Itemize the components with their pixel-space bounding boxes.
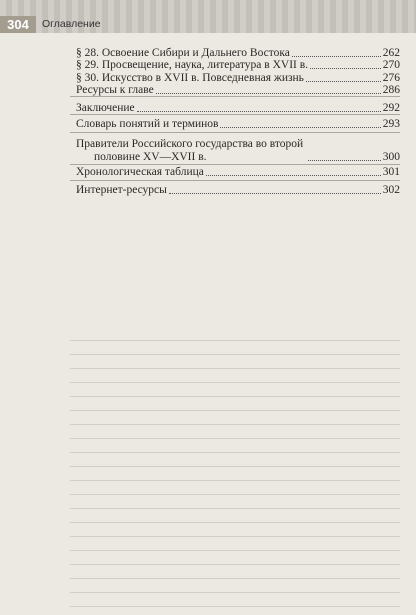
toc-entry-label-cont: половине XV—XVII в. (94, 151, 207, 163)
toc-entry-internet[interactable] (76, 184, 400, 197)
divider (70, 96, 400, 97)
toc-entry-rulers[interactable] (76, 138, 400, 164)
toc-entry-page: 302 (382, 184, 400, 196)
toc-entry-page: 300 (382, 151, 400, 163)
section-title: Оглавление (42, 18, 101, 30)
toc-entry-chronology[interactable] (76, 166, 400, 179)
leader-dots (220, 127, 380, 128)
leader-dots (137, 111, 381, 112)
leader-dots (156, 93, 381, 94)
toc-entry-page: 262 (382, 47, 400, 59)
toc-entry-glossary[interactable] (76, 118, 400, 131)
toc-entry-label: Словарь понятий и терминов (76, 118, 219, 130)
leader-dots (169, 193, 381, 194)
toc-entry-page: 293 (382, 118, 400, 130)
leader-dots (306, 81, 381, 82)
toc-entry-label: Ресурсы к главе (76, 84, 154, 96)
divider (70, 132, 400, 133)
divider (70, 114, 400, 115)
leader-dots (206, 175, 381, 176)
toc-entry-label: Правители Российского государства во второй (76, 138, 304, 150)
toc-entry-label: § 28. Освоение Сибири и Дальнего Востока (76, 47, 290, 59)
toc-entry-page: 301 (382, 166, 400, 178)
toc-entry-page: 276 (382, 72, 400, 84)
divider (70, 180, 400, 181)
toc-entry-label: Интернет-ресурсы (76, 184, 167, 196)
leader-dots (308, 160, 381, 161)
toc-entry-label: Заключение (76, 102, 135, 114)
toc-entry-label: § 29. Просвещение, наука, литература в XVII в. (76, 59, 309, 71)
toc-entry-29[interactable] (76, 59, 400, 72)
page-number: 304 (0, 16, 36, 33)
toc-entry-label: Хронологическая таблица (76, 166, 204, 178)
toc-entry-page: 292 (382, 102, 400, 114)
toc-entry-label: § 30. Искусство в XVII в. Повседневная жизнь (76, 72, 304, 84)
leader-dots (292, 56, 381, 57)
leader-dots (310, 68, 381, 69)
toc-entry-page: 286 (382, 84, 400, 96)
toc-entry-page: 270 (382, 59, 400, 71)
divider (70, 164, 400, 165)
